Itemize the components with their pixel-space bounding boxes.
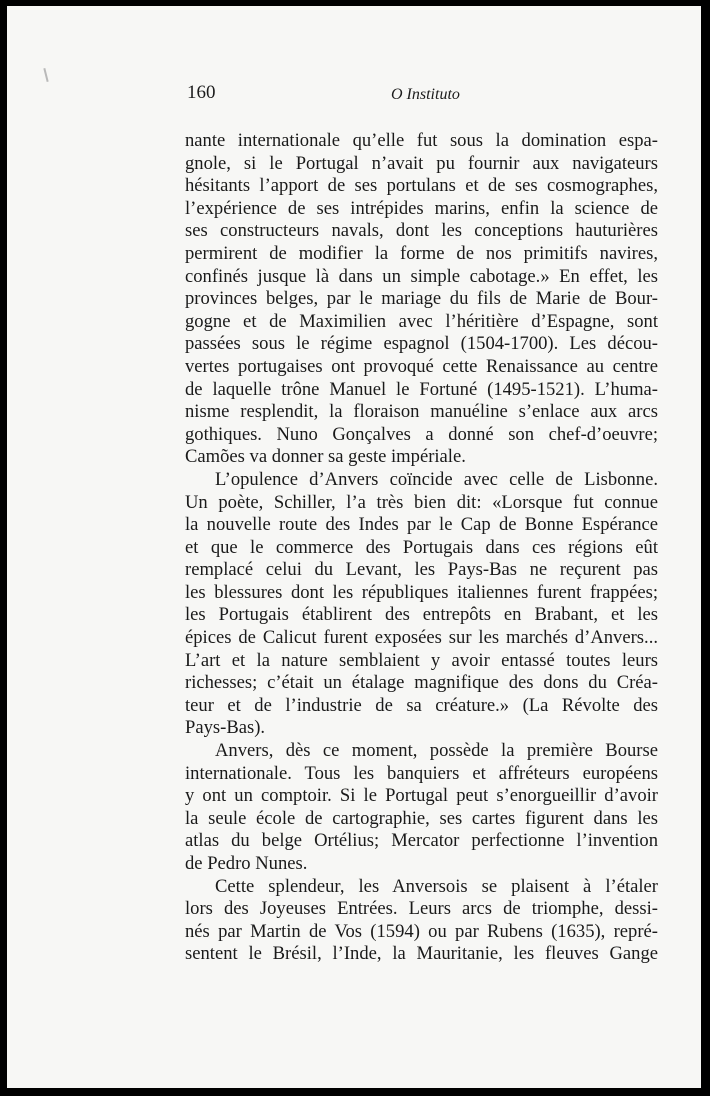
scan-speck	[43, 68, 48, 82]
text-line: teur et de l’industrie de sa créature.» (La Révolte des	[185, 694, 658, 716]
running-title: O Instituto	[391, 86, 460, 103]
text-line: provinces belges, par le mariage du fils de Marie de Bour-	[185, 288, 658, 310]
text-line: richesses; c’était un étalage magnifique des dons du Créa-	[185, 672, 658, 694]
text-line: Anvers, dès ce moment, possède la première Bourse	[215, 740, 658, 762]
text-line: et que le commerce des Portugais dans ces régions eût	[185, 536, 658, 558]
text-line: gogne et de Maximilien avec l’héritière d’Espagne, sont	[185, 310, 658, 332]
text-line: sentent le Brésil, l’Inde, la Mauritanie, les fleuves Gange	[185, 943, 658, 965]
paragraph	[185, 876, 658, 966]
text-line: hésitants l’apport de ses portulans et de ses cosmographes,	[185, 175, 658, 197]
text-line: ses constructeurs navals, dont les conceptions hauturières	[185, 220, 658, 242]
text-line: L’opulence d’Anvers coïncide avec celle de Lisbonne.	[215, 468, 658, 490]
text-line: de laquelle trône Manuel le Fortuné (1495-1521). L’huma-	[185, 378, 658, 400]
text-line: la nouvelle route des Indes par le Cap de Bonne Espérance	[185, 514, 658, 536]
text-line: l’expérience de ses intrépides marins, enfin la science de	[185, 197, 658, 219]
text-line: passées sous le régime espagnol (1504-1700). Les décou-	[185, 333, 658, 355]
text-line: L’art et la nature semblaient y avoir entassé toutes leurs	[185, 649, 658, 671]
text-line: gothiques. Nuno Gonçalves a donné son chef-d’oeuvre;	[185, 423, 658, 445]
text-line: permirent de modifier la forme de nos primitifs navires,	[185, 242, 658, 264]
text-line: y ont un comptoir. Si le Portugal peut s’enorgueillir d’avoir	[185, 785, 658, 807]
text-line: remplacé celui du Levant, les Pays-Bas ne reçurent pas	[185, 559, 658, 581]
text-line: Pays-Bas).	[185, 717, 266, 739]
scanned-page	[7, 6, 701, 1088]
page-number: 160	[187, 82, 216, 103]
text-line: lors des Joyeuses Entrées. Leurs arcs de triomphe, dessi-	[185, 898, 658, 920]
text-line: nante internationale qu’elle fut sous la domination espa-	[185, 130, 658, 151]
page-header	[185, 80, 665, 110]
text-line: Camões va donner sa geste impériale.	[185, 446, 466, 468]
paragraph	[185, 740, 658, 876]
paragraph	[185, 469, 658, 740]
text-line: internationale. Tous les banquiers et affréteurs européens	[185, 762, 658, 784]
text-line: nisme resplendit, la floraison manuéline s’enlace aux arcs	[185, 401, 658, 423]
text-line: les Portugais établirent des entrepôts en Brabant, et les	[185, 604, 658, 626]
text-line: nés par Martin de Vos (1594) ou par Rubens (1635), repré-	[185, 920, 658, 942]
text-line: épices de Calicut furent exposées sur les marchés d’Anvers...	[185, 627, 658, 649]
text-line: de Pedro Nunes.	[185, 853, 308, 874]
text-line: les blessures dont les républiques italiennes furent frappées;	[185, 581, 658, 603]
body-text	[185, 130, 658, 966]
text-line: Cette splendeur, les Anversois se plaisent à l’étaler	[215, 875, 658, 897]
text-line: atlas du belge Ortélius; Mercator perfectionne l’invention	[185, 830, 658, 852]
text-line: Un poète, Schiller, l’a très bien dit: «Lorsque fut connue	[185, 491, 658, 513]
text-line: gnole, si le Portugal n’avait pu fournir aux navigateurs	[185, 152, 658, 174]
text-line: la seule école de cartographie, ses cartes figurent dans les	[185, 807, 658, 829]
text-line: vertes portugaises ont provoqué cette Renaissance au centre	[185, 355, 658, 377]
paragraph	[185, 130, 658, 469]
text-line: confinés jusque là dans un simple cabotage.» En effet, les	[185, 265, 658, 287]
